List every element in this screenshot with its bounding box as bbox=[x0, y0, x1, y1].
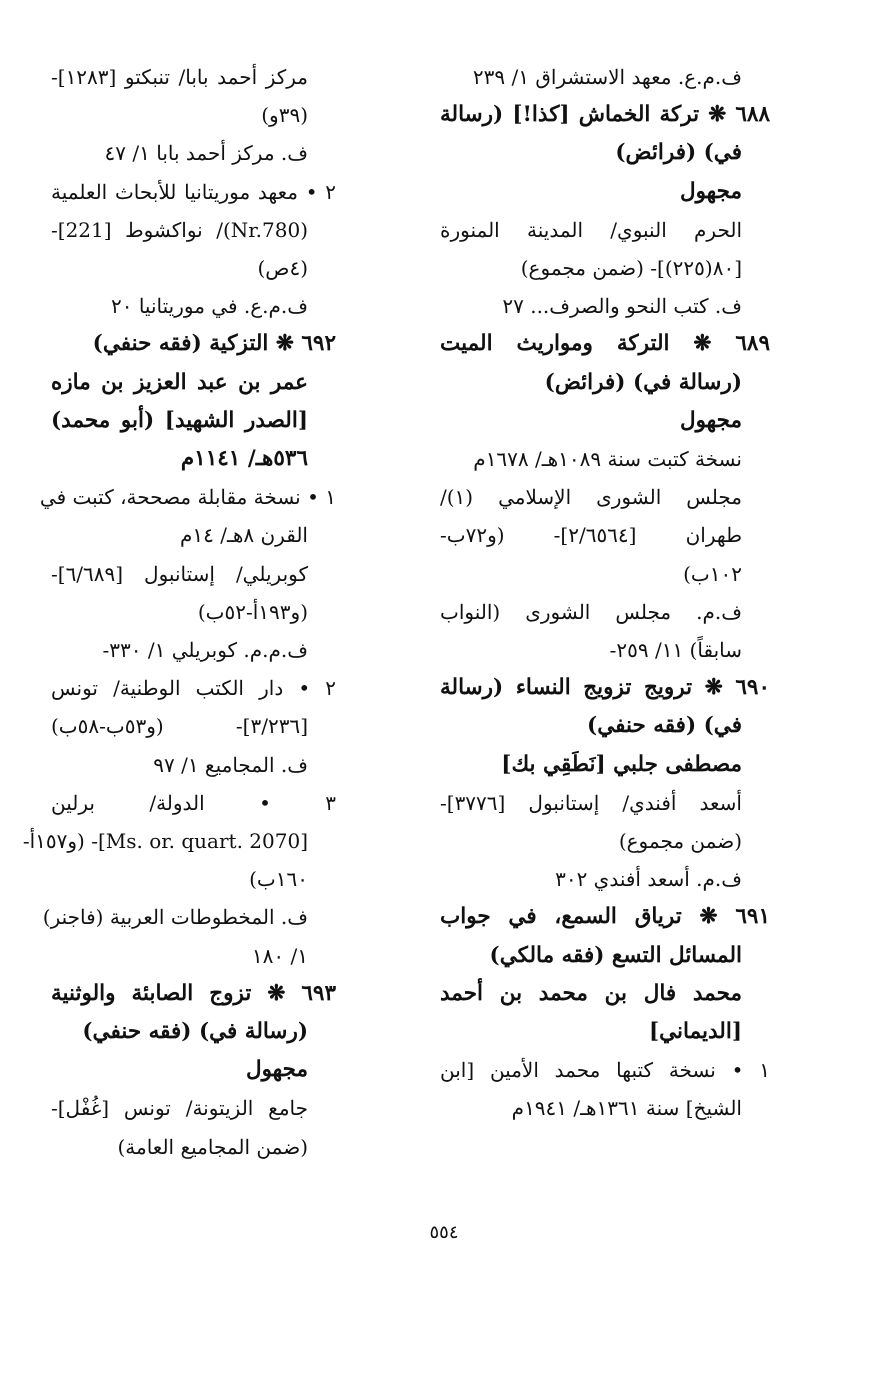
entry-text-line: الحرم النبوي/ المدينة المنورة bbox=[440, 217, 742, 242]
entry-text-line: ف.م. أسعد أفندي ٣٠٢ bbox=[555, 867, 742, 892]
entry-text-line: ١٦٠ب) bbox=[249, 867, 308, 892]
entry-text-line: (Nr.780)/ نواكشوط [221]- bbox=[51, 217, 308, 242]
entry-text-line: كوبريلي/ إستانبول [٦/٦٨٩]- bbox=[51, 561, 308, 586]
entry-text-line: سابقاً) ١١/ ٢٥٩- bbox=[609, 638, 742, 663]
entry-text-line: ف. المخطوطات العربية (فاجنر) bbox=[42, 905, 308, 930]
entry-text-line: أسعد أفندي/ إستانبول [٣٧٧٦]- bbox=[440, 790, 742, 815]
entry-text-line: (و١٩٣أ-٥٢ب) bbox=[197, 599, 308, 624]
entry-text-line: ١/ ١٨٠ bbox=[251, 943, 308, 968]
entry-text-line: ٣ • الدولة/ برلين bbox=[51, 790, 336, 815]
entry-text-line: ٢ • دار الكتب الوطنية/ تونس bbox=[51, 676, 336, 701]
entry-text-line: [٨٠(٢٢٥)]- (ضمن مجموع) bbox=[520, 256, 742, 281]
entry-text-line: (٣٩و) bbox=[261, 103, 308, 128]
entry-heading-line: ٥٣٦هـ/ ١١٤١م bbox=[180, 446, 308, 472]
entry-text-line: الشيخ] سنة ١٣٦١هـ/ ١٩٤١م bbox=[511, 1096, 742, 1121]
entry-heading-line: ٦٨٩ ❋ التركة ومواريث الميت bbox=[440, 331, 770, 357]
entry-text-line: ف. كتب النحو والصرف... ٢٧ bbox=[502, 294, 742, 319]
entry-heading-line: مجهول bbox=[679, 407, 742, 433]
entry-text-line: ١ • نسخة مقابلة مصححة، كتبت في bbox=[39, 485, 336, 510]
entry-heading-line: ٦٩٣ ❋ تزوج الصابئة والوثنية bbox=[51, 980, 336, 1006]
entry-text-line: ١٠٢ب) bbox=[683, 561, 742, 586]
entry-text-line: ف.م.ع. في موريتانيا ٢٠ bbox=[110, 294, 308, 319]
entry-heading-line: مصطفى جلبي [نَطَقِي بك] bbox=[501, 751, 742, 777]
entry-heading-line: [الديماني] bbox=[648, 1019, 742, 1045]
entry-heading-line: [الصدر الشهيد] (أبو محمد) bbox=[51, 407, 308, 433]
entry-text-line: ١ • نسخة كتبها محمد الأمين [ابن bbox=[440, 1058, 770, 1083]
entry-text-line: جامع الزيتونة/ تونس [غُفْل]- bbox=[51, 1096, 308, 1121]
entry-text-line: [٣/٢٣٦]- (و٥٣ب-٥٨ب) bbox=[51, 714, 308, 739]
entry-heading-line: في) (فقه حنفي) bbox=[587, 713, 742, 739]
entry-text-line: طهران [٢/٦٥٦٤]- (و٧٢ب- bbox=[440, 523, 742, 548]
entry-text-line: ف. المجاميع ١/ ٩٧ bbox=[153, 752, 308, 777]
entry-text-line: ف. مركز أحمد بابا ١/ ٤٧ bbox=[104, 141, 308, 166]
entry-heading-line: (رسالة في) (فرائض) bbox=[544, 369, 742, 395]
entry-text-line: نسخة كتبت سنة ١٠٨٩هـ/ ١٦٧٨م bbox=[473, 447, 742, 472]
entry-text-line: مجلس الشورى الإسلامي (١)/ bbox=[440, 485, 742, 510]
right-column bbox=[440, 58, 770, 1128]
entry-heading-line: ٦٨٨ ❋ تركة الخماش [كذا!] (رسالة bbox=[440, 102, 770, 128]
left-column bbox=[22, 58, 336, 1166]
page-number: ٥٥٤ bbox=[429, 1222, 459, 1243]
entry-text-line: ف.م.ع. معهد الاستشراق ١/ ٢٣٩ bbox=[472, 65, 742, 89]
entry-heading-line: مجهول bbox=[245, 1057, 308, 1083]
entry-text-line: [Ms. or. quart. 2070]- (و١٥٧أ- bbox=[22, 829, 308, 854]
entry-text-line: (٤ص) bbox=[257, 256, 308, 281]
entry-heading-line: ٦٩٠ ❋ ترويج تزويج النساء (رسالة bbox=[440, 675, 770, 701]
entry-text-line: ف.م. مجلس الشورى (النواب bbox=[440, 599, 742, 624]
entry-text-line: القرن ٨هـ/ ١٤م bbox=[180, 523, 308, 548]
entry-text-line: (ضمن مجموع) bbox=[618, 829, 742, 854]
entry-heading-line: ٦٩٢ ❋ التزكية (فقه حنفي) bbox=[92, 331, 336, 357]
entry-text-line: مركز أحمد بابا/ تنبكتو [١٢٨٣]- bbox=[51, 65, 308, 89]
entry-heading-line: مجهول bbox=[679, 178, 742, 204]
entry-heading-line: محمد فال بن محمد بن أحمد bbox=[440, 980, 742, 1006]
entry-heading-line: عمر بن عبد العزيز بن مازه bbox=[51, 369, 308, 395]
entry-heading-line: ٦٩١ ❋ ترياق السمع، في جواب bbox=[440, 904, 770, 930]
entry-text-line: (ضمن المجاميع العامة) bbox=[117, 1134, 308, 1159]
entry-text-line: ف.م.م. كوبريلي ١/ ٣٣٠- bbox=[102, 638, 308, 663]
entry-heading-line: (رسالة في) (فقه حنفي) bbox=[82, 1019, 308, 1045]
entry-heading-line: المسائل التسع (فقه مالكي) bbox=[489, 942, 742, 968]
entry-text-line: ٢ • معهد موريتانيا للأبحاث العلمية bbox=[51, 179, 336, 204]
entry-heading-line: في) (فرائض) bbox=[615, 140, 742, 166]
